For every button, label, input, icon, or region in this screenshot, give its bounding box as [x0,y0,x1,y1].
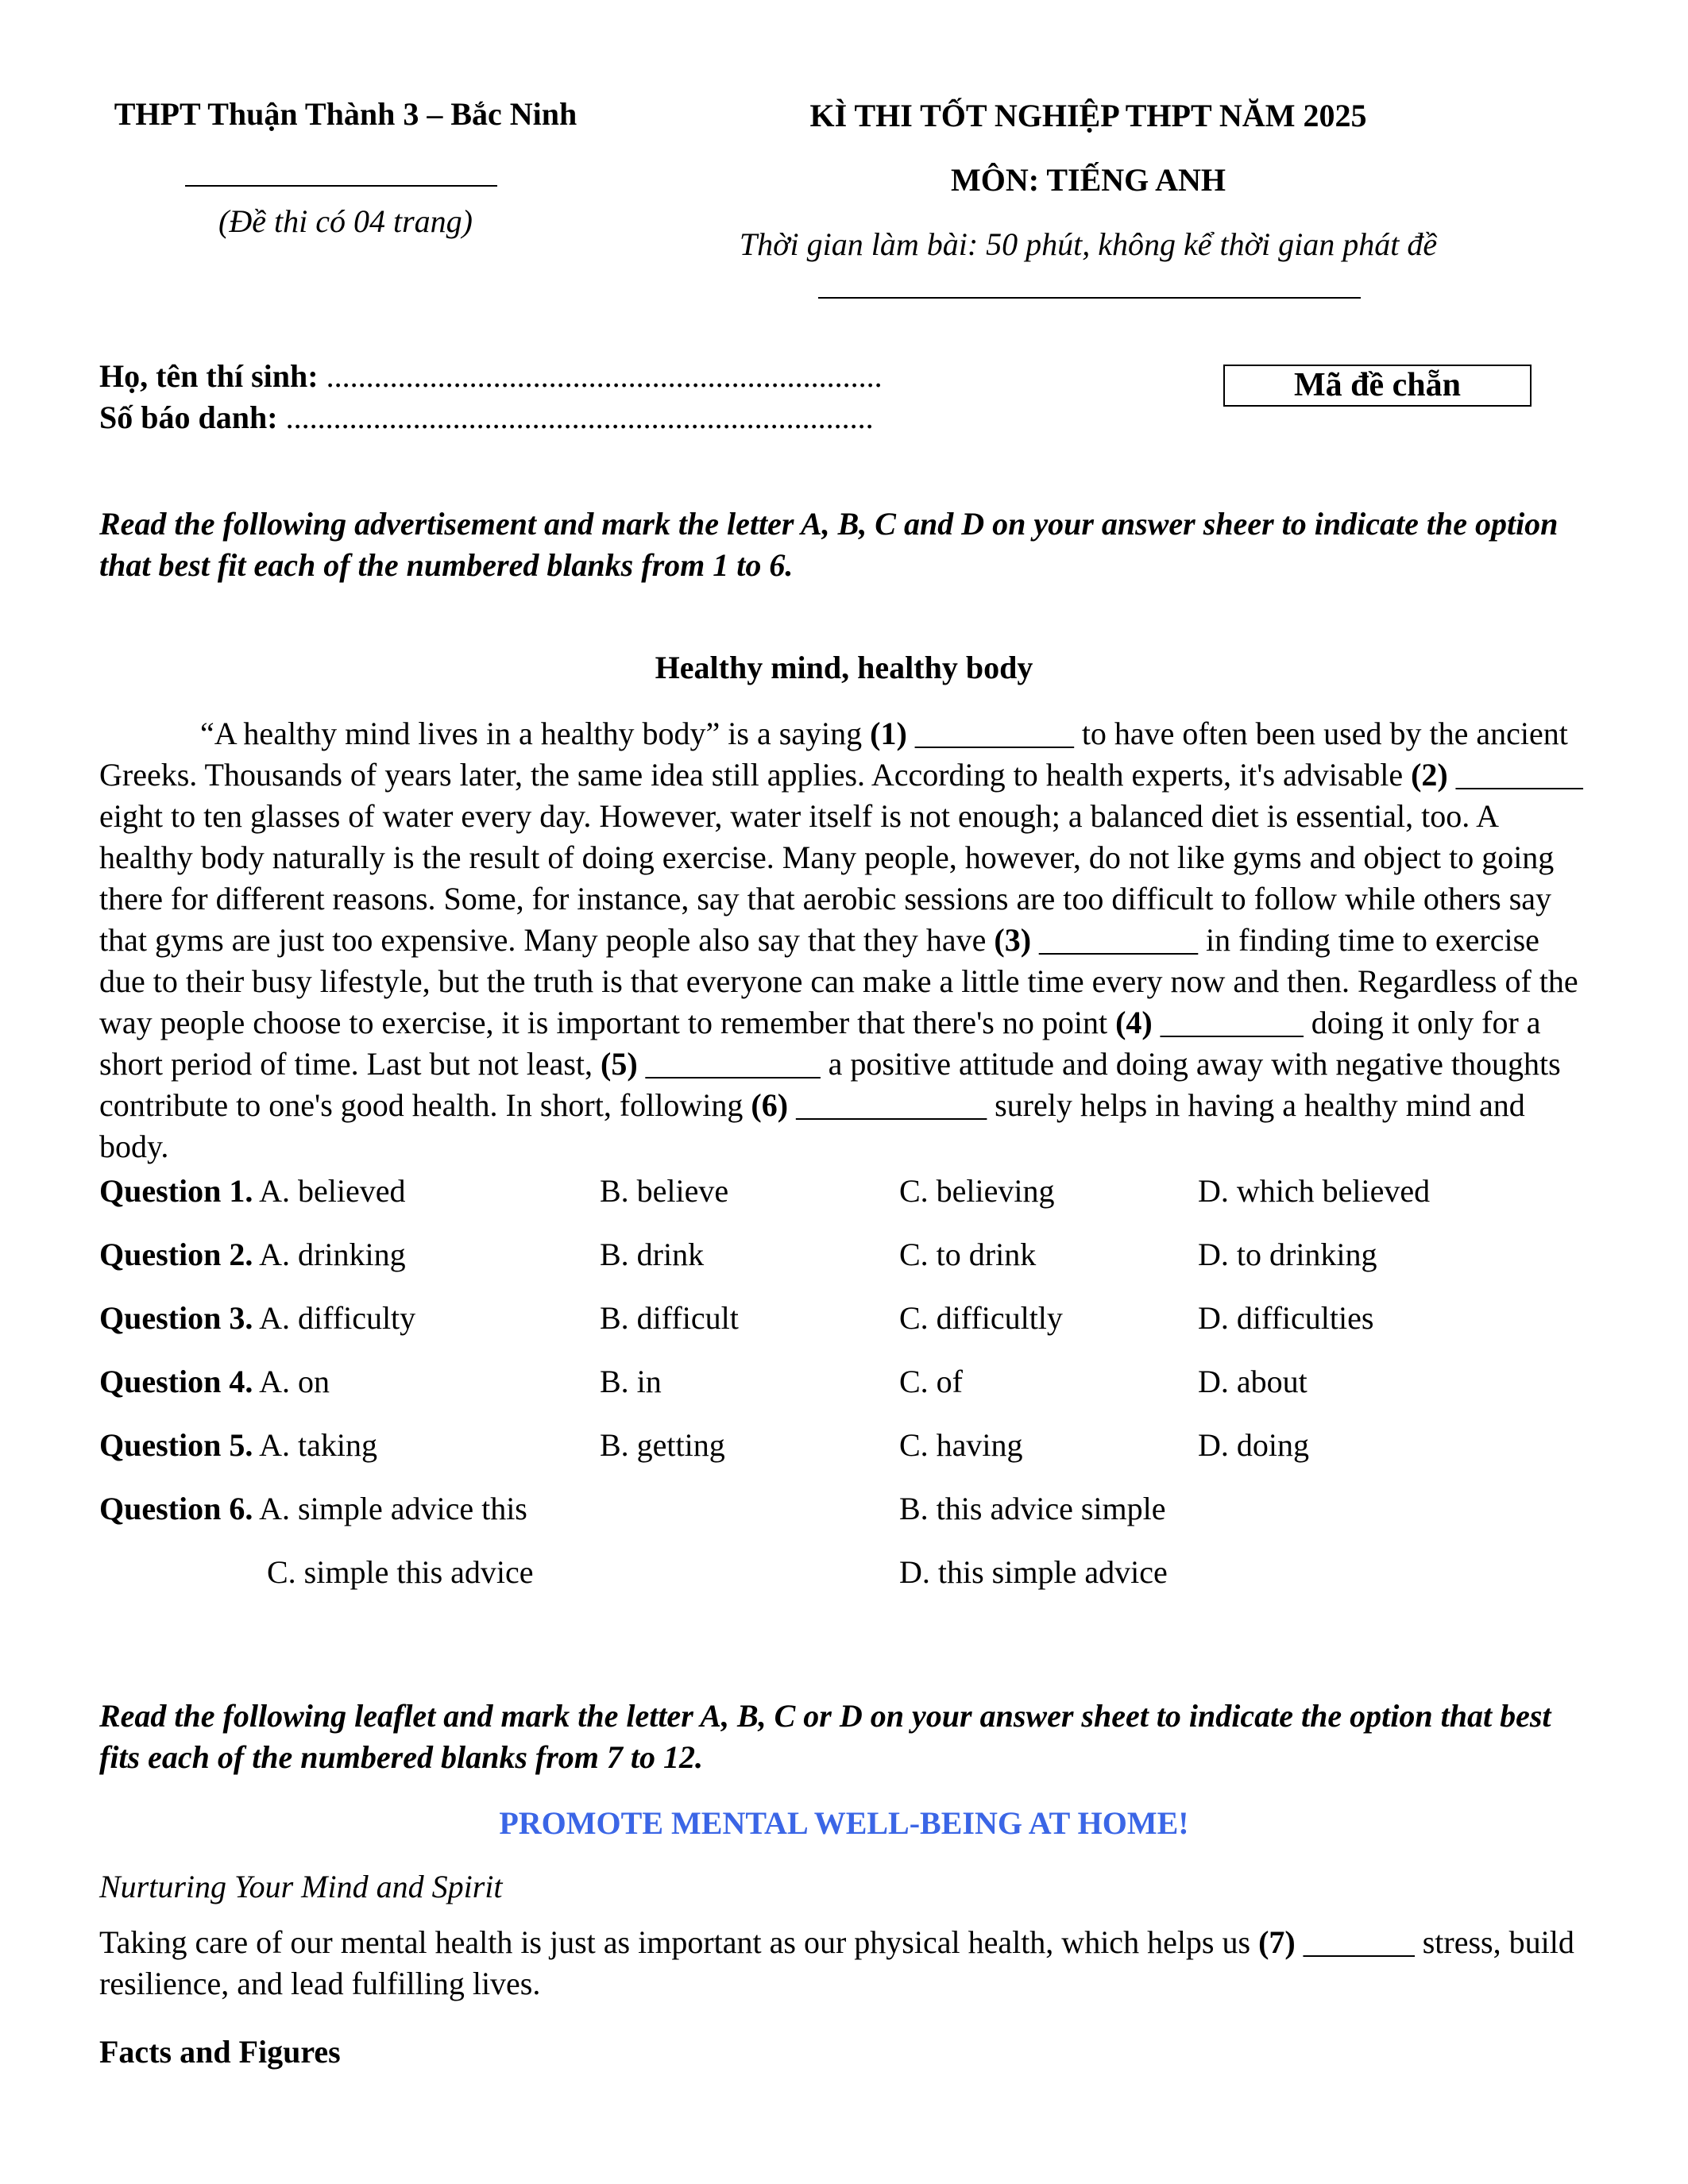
question-5-option-a-wrap [99,1426,377,1464]
candidate-name-field[interactable]: ...................................................................... [318,358,883,394]
passage-title-text: Healthy mind, healthy body [655,650,1033,685]
blank-7: _______ [1295,1924,1423,1960]
question-6-label: Question 6. [99,1491,253,1526]
question-3-option-a-wrap [99,1299,415,1337]
blank-2: ________ [1447,757,1583,793]
exam-subject: MÔN: TIẾNG ANH [951,162,1226,198]
blank-number-3: (3) [994,922,1032,958]
leaflet-text-2: stress, build resilience, and lead fulfilling lives. [99,1924,1574,2001]
passage-body [99,713,1593,1167]
question-1-option-a-wrap [99,1172,406,1210]
question-row-4 [99,1363,1593,1404]
question-6-option-b[interactable]: B. this advice simple [899,1491,1166,1526]
question-1-option-a[interactable]: A. believed [259,1173,406,1209]
question-5-option-b[interactable]: B. getting [600,1427,725,1463]
school-underline [185,185,497,187]
question-3-option-b[interactable]: B. difficult [600,1300,739,1336]
question-2-option-a[interactable]: A. drinking [259,1237,406,1272]
exam-title: KÌ THI TỐT NGHIỆP THPT NĂM 2025 [809,98,1367,133]
question-2-option-a-wrap [99,1236,406,1273]
candidate-id-label: Số báo danh: [99,399,278,435]
passage-text-7: surely helps in having a healthy mind and body. [99,1087,1525,1164]
question-6-option-a[interactable]: A. simple advice this [259,1491,527,1526]
question-4-option-a-wrap [99,1363,330,1400]
question-1-option-c[interactable]: C. believing [899,1173,1055,1209]
candidate-name-line [99,357,883,395]
question-5-option-a[interactable]: A. taking [259,1427,378,1463]
question-6-option-d[interactable]: D. this simple advice [899,1554,1168,1590]
passage-text-3: eight to ten glasses of water every day. However, water itself is not enough; a balanced diet is essential, too. A healthy body naturally is the result of doing exercise. Many people, however, do not like gyms and object to going there for different reasons. Some, for instance, say that aerobic sessions are too difficult to follow while others say that gyms are just too expensive. Many people also say that they have [99,798,1555,958]
blank-3: __________ [1031,922,1207,958]
exam-code-box: Mã đề chẵn [1223,365,1532,407]
question-1-label: Question 1. [99,1173,253,1209]
question-row-5 [99,1426,1593,1468]
question-2-label: Question 2. [99,1237,253,1272]
blank-5: ___________ [637,1046,829,1082]
question-row-6 [99,1490,1593,1531]
passage-text-6: a positive attitude and doing away with negative thoughts contribute to one's good health. In short, following [99,1046,1561,1123]
question-4-label: Question 4. [99,1364,253,1399]
question-4-option-d[interactable]: D. about [1198,1364,1308,1399]
leaflet-paragraph [99,1922,1593,2005]
blank-4: _________ [1152,1005,1311,1040]
question-3-option-a[interactable]: A. difficulty [259,1300,416,1336]
question-3-label: Question 3. [99,1300,253,1336]
passage-text-5: doing it only for a short period of time. Last but not least, [99,1005,1541,1082]
question-6-option-c[interactable]: C. simple this advice [267,1554,534,1590]
passage-text-4: in finding time to exercise due to their busy lifestyle, but the truth is that everyone can make a little time every now and then. Regardless of the way people choose to exercise, it is important to remember that there's no point [99,922,1578,1040]
question-4-option-b[interactable]: B. in [600,1364,662,1399]
section2-instruction: Read the following leaflet and mark the letter A, B, C or D on your answer sheet to indicate the option that best fits each of the numbered blanks from 7 to 12. [99,1698,1551,1775]
question-5-option-c[interactable]: C. having [899,1427,1023,1463]
blank-6: ____________ [788,1087,995,1123]
question-4-option-a[interactable]: A. on [259,1364,330,1399]
blank-1: __________ [906,716,1082,751]
passage-text-2: to have often been used by the ancient Greeks. Thousands of years later, the same idea still applies. According to health experts, it's advisable [99,716,1568,793]
question-5-label: Question 5. [99,1427,253,1463]
blank-number-4: (4) [1115,1005,1153,1040]
question-3-option-c[interactable]: C. difficultly [899,1300,1063,1336]
question-row-1 [99,1172,1593,1214]
question-1-option-d[interactable]: D. which believed [1198,1173,1431,1209]
question-row-3 [99,1299,1593,1341]
candidate-id-field[interactable]: .......................................................................... [277,399,874,435]
leaflet-title: PROMOTE MENTAL WELL-BEING AT HOME! [499,1805,1189,1841]
blank-number-1: (1) [870,716,907,751]
question-2-option-c[interactable]: C. to drink [899,1237,1037,1272]
question-row-6-cont [99,1553,1593,1595]
school-name: THPT Thuận Thành 3 – Bắc Ninh [114,96,577,132]
blank-number-7: (7) [1258,1924,1296,1960]
question-1-option-b[interactable]: B. believe [600,1173,729,1209]
pages-note: (Đề thi có 04 trang) [218,203,473,239]
question-5-option-d[interactable]: D. doing [1198,1427,1309,1463]
question-2-option-b[interactable]: B. drink [600,1237,705,1272]
question-row-2 [99,1236,1593,1277]
exam-duration: Thời gian làm bài: 50 phút, không kể thời gian phát đề [739,226,1438,262]
blank-number-5: (5) [601,1046,638,1082]
passage-text-1: “A healthy mind lives in a healthy body” is a saying [200,716,871,751]
header-underline [818,297,1361,299]
passage-title [0,649,1688,686]
blank-number-2: (2) [1411,757,1448,793]
facts-heading: Facts and Figures [99,2034,341,2070]
section1-instruction: Read the following advertisement and mark the letter A, B, C and D on your answer sheer to indicate the option that best fit each of the numbered blanks from 1 to 6. [99,506,1559,583]
question-3-option-d[interactable]: D. difficulties [1198,1300,1374,1336]
question-2-option-d[interactable]: D. to drinking [1198,1237,1377,1272]
question-4-option-c[interactable]: C. of [899,1364,963,1399]
candidate-name-label: Họ, tên thí sinh: [99,358,319,394]
leaflet-text-1: Taking care of our mental health is just as important as our physical health, which helps us [99,1924,1259,1960]
blank-number-6: (6) [751,1087,789,1123]
leaflet-subtitle: Nurturing Your Mind and Spirit [99,1869,503,1904]
question-6-option-a-wrap [99,1490,527,1527]
candidate-id-line [99,399,874,436]
